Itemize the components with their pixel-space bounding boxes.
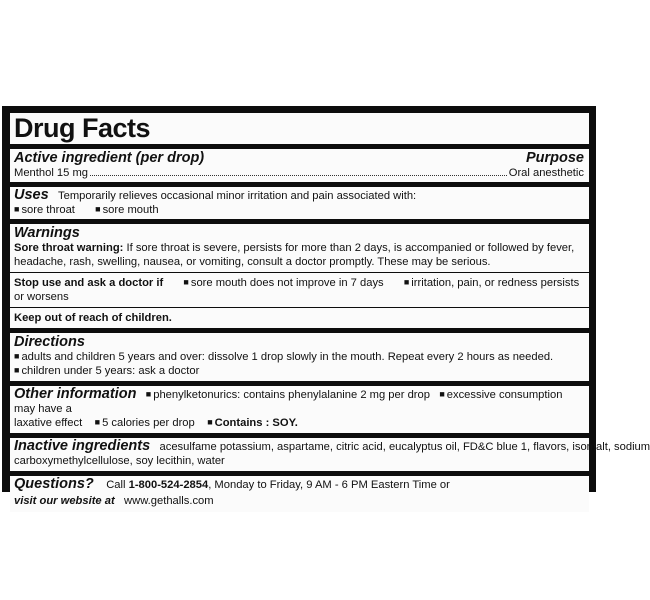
square-bullet-icon: ■ (14, 204, 20, 214)
directions-heading: Directions (14, 334, 85, 350)
directions-section (10, 333, 589, 381)
sore-throat-text-2: headache, rash, swelling, nausea, or vomiting, consult a doctor promptly. These may be serious. (14, 256, 491, 268)
keep-out-text: Keep out of reach of children. (14, 312, 172, 324)
other-info-item: 5 calories per drop (102, 417, 195, 429)
stop-use-row (14, 273, 584, 307)
stop-use-item: sore mouth does not improve in 7 days (190, 277, 384, 289)
square-bullet-icon: ■ (14, 351, 20, 361)
drug-facts-label (2, 106, 650, 507)
square-bullet-icon: ■ (439, 389, 445, 399)
inactive-line-1 (14, 438, 650, 454)
square-bullet-icon: ■ (183, 277, 189, 287)
directions-item (14, 364, 584, 381)
other-info-item: laxative effect (14, 417, 83, 429)
call-prefix: Call (106, 479, 126, 491)
uses-item: sore throat (21, 204, 75, 216)
square-bullet-icon: ■ (207, 417, 213, 427)
other-information-heading: Other information (14, 386, 137, 402)
uses-heading: Uses (14, 187, 49, 203)
other-information-section (10, 386, 589, 433)
inactive-ingredients-heading: Inactive ingredients (14, 438, 151, 454)
directions-text: adults and children 5 years and over: dissolve 1 drop slowly in the mouth. Repeat every 2 hours as needed. (21, 351, 554, 363)
questions-heading: Questions? (14, 476, 94, 492)
sore-throat-label: Sore throat warning: (14, 242, 124, 254)
active-ingredient: Menthol 15 mg (14, 167, 89, 179)
purpose-heading: Purpose (525, 150, 584, 166)
uses-intro: Temporarily relieves occasional minor irritation and pain associated with: (58, 190, 417, 202)
title-panel (10, 113, 589, 182)
active-heading-row (14, 149, 584, 166)
square-bullet-icon: ■ (14, 365, 20, 375)
page-title: Drug Facts (14, 113, 151, 143)
website-link[interactable]: www.gethalls.com (124, 495, 214, 507)
uses-item: sore mouth (102, 204, 159, 216)
stop-use-label: Stop use and ask a doctor if (14, 277, 164, 289)
active-ingredient-row (14, 166, 584, 182)
active-ingredient-heading: Active ingredient (per drop) (14, 150, 205, 166)
stop-use-item: irritation, pain, or redness persists or worsens (14, 277, 580, 303)
other-info-line-2 (14, 416, 584, 433)
inactive-text-2: carboxymethylcellulose, soy lecithin, water (14, 455, 225, 467)
questions-section (10, 476, 589, 512)
questions-line (14, 476, 584, 492)
square-bullet-icon: ■ (95, 204, 101, 214)
directions-text: children under 5 years: ask a doctor (21, 365, 200, 377)
directions-item (14, 350, 584, 364)
warnings-section (10, 224, 589, 328)
square-bullet-icon: ■ (403, 277, 410, 287)
square-bullet-icon: ■ (145, 389, 152, 399)
square-bullet-icon: ■ (94, 417, 101, 427)
website-line (14, 492, 584, 512)
warnings-heading: Warnings (14, 225, 80, 241)
phone-number[interactable]: 1-800-524-2854 (128, 479, 209, 491)
other-info-item: excessive consumption may have a (14, 389, 563, 415)
purpose-text: Oral anesthetic (508, 167, 584, 179)
inactive-text: acesulfame potassium, aspartame, citric acid, eucalyptus oil, FD&C blue 1, flavors, isomalt, sodium (159, 441, 650, 453)
contains-soy: Contains : SOY. (214, 417, 298, 429)
hours-text: , Monday to Friday, 9 AM - 6 PM Eastern Time or (208, 479, 450, 491)
uses-items (14, 203, 584, 219)
uses-line (14, 187, 584, 203)
leader-dots (90, 175, 507, 176)
other-info-line-1 (14, 386, 584, 416)
uses-section (10, 187, 589, 219)
sore-throat-warning (14, 241, 584, 255)
other-info-item: phenylketonurics: contains phenylalanine 2 mg per drop (153, 389, 430, 401)
sore-throat-text: If sore throat is severe, persists for more than 2 days, is accompanied or followed by fever, (126, 242, 575, 254)
inactive-ingredients-section (10, 438, 650, 471)
website-label: visit our website at (14, 495, 115, 507)
